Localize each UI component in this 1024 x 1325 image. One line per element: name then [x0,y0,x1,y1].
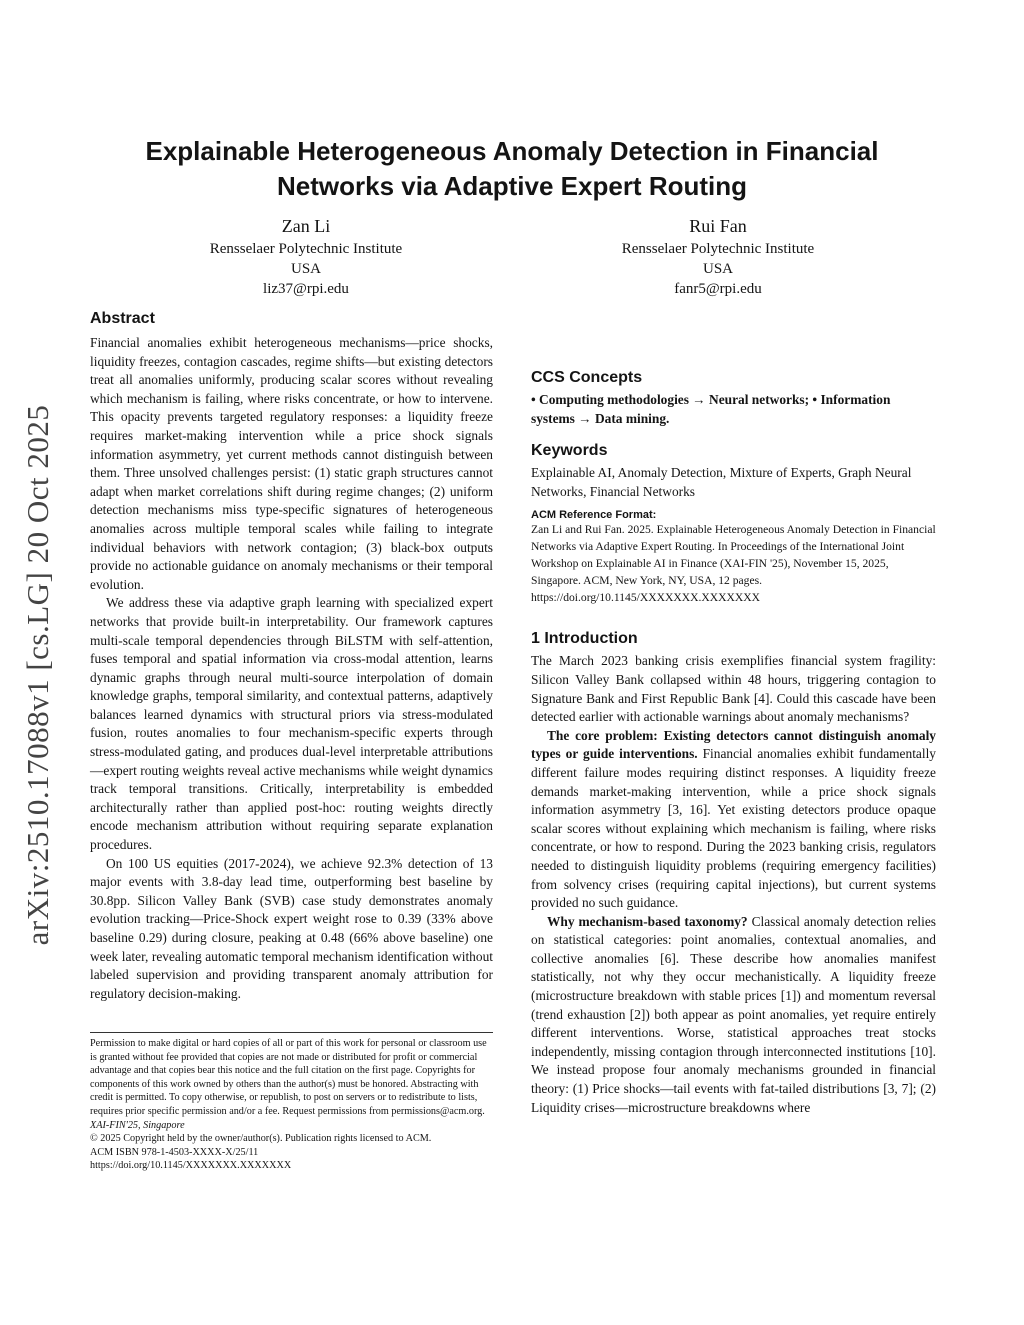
venue-line: XAI-FIN'25, Singapore [90,1119,185,1131]
intro-paragraph-3-body: Classical anomaly detection relies on statistical categories: point anomalies, contextual anomalies, and collective anomalies [6]. These describe how anomalies manifest statistically, not why they occur mechanistically. A liquidity freeze (microstructure breakdown with stable prices [1]) and momentum reversal (trend exhaustion [2]) both appear as point anomalies, yet require entirely different interventions. Worse, statistical approaches treat stocks independently, missing contagion through interconnected institutions [10]. We instead propose four anomaly mechanisms grounded in financial theory: (1) Price shocks—tail events with fat-tailed distributions [3, 7]; (2) Liquidity crises—microstructure breakdowns where [531,913,937,1115]
author-block-2 [568,214,868,299]
right-column [531,313,936,1117]
author-name: Rui Fan [689,216,747,236]
intro-paragraph-2 [531,727,936,913]
intro-paragraph-3 [531,913,936,1118]
intro-paragraph-3-lead: Why mechanism-based taxonomy? [547,913,748,929]
keywords-heading: Keywords [531,442,608,460]
doi-link[interactable]: https://doi.org/10.1145/XXXXXXX.XXXXXXX [90,1160,292,1172]
arxiv-identifier: arXiv:2510.17088v1 [cs.LG] 20 Oct 2025 [20,404,55,946]
left-column [90,310,493,1003]
intro-paragraph-1: The March 2023 banking crisis exemplifies financial system fragility: Silicon Valley Bank collapsed within 48 hours, triggering contagion to Signature Bank and First Republic Bank [4]. Could this cascade have been detected earlier with actionable warnings about anomaly mechanisms? [531,653,936,725]
abstract-paragraph-2: We address these via adaptive graph learning with specialized expert networks that provide built-in interpretability. Our framework captures multi-scale temporal dependencies through BiLSTM with self-attention, fuses temporal and spatial information via cross-modal attention, learns dynamic graphs through neural multi-source interpolation of domain knowledge graphs, temporal similarity, and contextual patterns, adaptively balances learned dynamics with structural priors via stress-modulated fusion, routes anomalies to four mechanism-specific experts through stress-modulated gating, and produces dual-level interpretable attributions—expert routing weights reveal active mechanisms while weight dynamics track temporal transitions. Critically, interpretability is embedded architecturally rather than applied post-hoc: routing weights directly encode mechanism attribution without requiring separate explanation procedures. [90,595,493,853]
copyright-footnote [90,1032,493,1173]
author-affiliation: Rensselaer Polytechnic Institute [621,241,815,257]
author-country: USA [290,261,321,277]
ccs-heading: CCS Concepts [531,369,643,386]
author-name: Zan Li [281,216,331,236]
copyright-line: © 2025 Copyright held by the owner/author(s). Publication rights licensed to ACM. [90,1133,432,1145]
ccs-concepts: • Computing methodologies → Neural networks; • Information systems → Data mining. [531,392,891,426]
abstract-paragraph-1: Financial anomalies exhibit heterogeneous mechanisms—price shocks, liquidity freezes, contagion cascades, regime shifts—but existing detectors treat all anomalies uniformly, producing scalar scores without revealing which mechanism is failing, where risks concentrate, or how to intervene. This opacity prevents targeted regulatory responses: a liquidity freeze requires market-making intervention while a price shock signals information asymmetry, yet current methods cannot distinguish between them. Three unsolved challenges persist: (1) static graph structures cannot adapt when market correlations shift during regime changes; (2) uniform detection mechanisms miss type-specific signatures of heterogeneous anomalies across multiple temporal scales while failing to integrate individual behaviors with network contagion; (3) black-box outputs provide no actionable guidance on anomaly mechanisms or their temporal evolution. [90,335,493,592]
paper-title: Explainable Heterogeneous Anomaly Detection in Financial Networks via Adaptive Expert Routing [145,136,879,201]
isbn-line: ACM ISBN 978-1-4503-XXXX-X/25/11 [90,1146,259,1158]
abstract-heading: Abstract [90,310,155,327]
acm-reference-heading: ACM Reference Format: [531,509,657,522]
author-email[interactable]: fanr5@rpi.edu [674,281,762,297]
intro-paragraph-2-lead: The core problem: Existing detectors cannot distinguish anomaly types or guide interventions. [531,727,936,762]
author-email[interactable]: liz37@rpi.edu [263,281,349,297]
author-affiliation: Rensselaer Polytechnic Institute [209,241,403,257]
author-country: USA [702,261,733,277]
acm-reference-text: Zan Li and Rui Fan. 2025. Explainable Heterogeneous Anomaly Detection in Financial Networks via Adaptive Expert Routing. In Proceedings of the International Joint Workshop on Explainable AI in Finance (XAI-FIN '25), November 15, 2025, Singapore. ACM, New York, NY, USA, 12 pages. https://doi.org/10.1145/XXXXXXX.XXXXXXX [531,523,936,605]
author-block-1 [156,214,456,299]
keywords-text: Explainable AI, Anomaly Detection, Mixture of Experts, Graph Neural Networks, Financial Networks [531,465,912,499]
intro-paragraph-2-body: Financial anomalies exhibit fundamentally different failure modes requiring distinct responses. A liquidity freeze demands market-making intervention, while a price shock signals information asymmetry [3, 16]. Yet existing detectors produce opaque scalar scores without explaining which mechanism is failing, where risks concentrate, or how to respond. During the 2023 banking crisis, regulators needed to distinguish liquidity problems (requiring emergency facilities) from solvency crises (requiring capital injections), but current systems provided no such guidance. [531,746,936,911]
abstract-paragraph-3: On 100 US equities (2017-2024), we achieve 92.3% detection of 13 major events with 3.8-day lead time, outperforming best baseline by 30.8pp. Silicon Valley Bank (SVB) case study demonstrates anomaly evolution tracking—Price-Shock expert weight rose to 0.39 (33% above baseline 0.29) during closure, peaking at 0.48 (66% above baseline) one week later, revealing automatic temporal mechanism identification without labeled supervision and providing transparent anomaly attribution for regulatory decision-making. [90,855,493,1001]
permission-notice: Permission to make digital or hard copies of all or part of this work for personal or classroom use is granted without fee provided that copies are not made or distributed for profit or commercial advantage and that copies bear this notice and the full citation on the first page. Copyrights for components of this work owned by others than the author(s) must be honored. Abstracting with credit is permitted. To copy otherwise, or republish, to post on servers or to redistribute to lists, requires prior specific permission and/or a fee. Request permissions from permissions@acm.org. [90,1038,487,1117]
introduction-heading: 1 Introduction [531,630,638,648]
